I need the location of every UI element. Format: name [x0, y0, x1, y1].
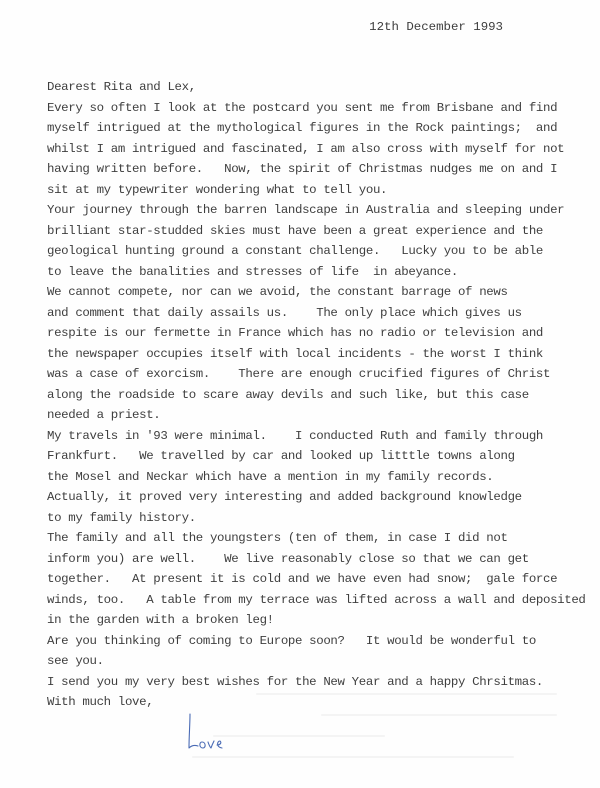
text-line: Every so often I look at the postcard you sent me from Brisbane and find [47, 100, 558, 115]
text-line: needed a priest. [47, 408, 161, 422]
text-line: winds, too. A table from my terrace was lifted across a wall and deposited [47, 592, 586, 607]
text-line: in the garden with a broken leg! [47, 613, 274, 627]
text-line: to my family history. [47, 510, 196, 525]
text-line: to leave the banalities and stresses of life in abeyance. [47, 264, 458, 279]
closing: With much love, [47, 695, 154, 709]
text-line: geological hunting ground a constant challenge. Lucky you to be able [47, 244, 543, 258]
text-line: Frankfurt. We travelled by car and looked up litttle towns along [47, 449, 515, 463]
text-line: was a case of exorcism. There are enough crucified figures of Christ [47, 367, 551, 381]
text-line: Actually, it proved very interesting and added background knowledge [47, 490, 522, 504]
text-line: We cannot compete, nor can we avoid, the constant barrage of news [47, 285, 508, 299]
text-line: whilst I am intrigued and fascinated, I am also cross with myself for not [47, 141, 565, 156]
text-line: and comment that daily assails us. The only place which gives us [47, 305, 522, 320]
text-line: the Mosel and Neckar which have a mention in my family records. [47, 469, 494, 484]
text-line: the newspaper occupies itself with local incidents - the worst I think [47, 346, 543, 361]
text-line: Your journey through the barren landscape in Australia and sleeping under [47, 203, 565, 217]
text-line: sit at my typewriter wondering what to tell you. [47, 182, 388, 197]
text-line: together. At present it is cold and we have even had snow; gale force [47, 572, 558, 586]
text-line: respite is our fermette in France which has no radio or television and [47, 326, 543, 340]
text-line: The family and all the youngsters (ten of them, in case I did not [47, 531, 508, 545]
text-line: Are you thinking of coming to Europe soon? It would be wonderful to [47, 633, 536, 648]
text-line: My travels in '93 were minimal. I conducted Ruth and family through [47, 428, 543, 443]
letter-date: 12th December 1993 [369, 20, 503, 34]
handwritten-signature [186, 712, 236, 752]
text-line: I send you my very best wishes for the New Year and a happy Chrsitmas. [47, 674, 543, 689]
text-line: inform you) are well. We live reasonably close so that we can get [47, 551, 529, 566]
text-line: brilliant star-studded skies must have been a great experience and the [47, 223, 543, 238]
text-line: along the roadside to scare away devils and such like, but this case [47, 387, 529, 402]
salutation: Dearest Rita and Lex, [47, 80, 196, 94]
text-line: having written before. Now, the spirit of Christmas nudges me on and I [47, 162, 558, 176]
letter-body [47, 77, 595, 713]
text-line: see you. [47, 654, 104, 668]
text-line: myself intrigued at the mythological figures in the Rock paintings; and [47, 121, 558, 135]
